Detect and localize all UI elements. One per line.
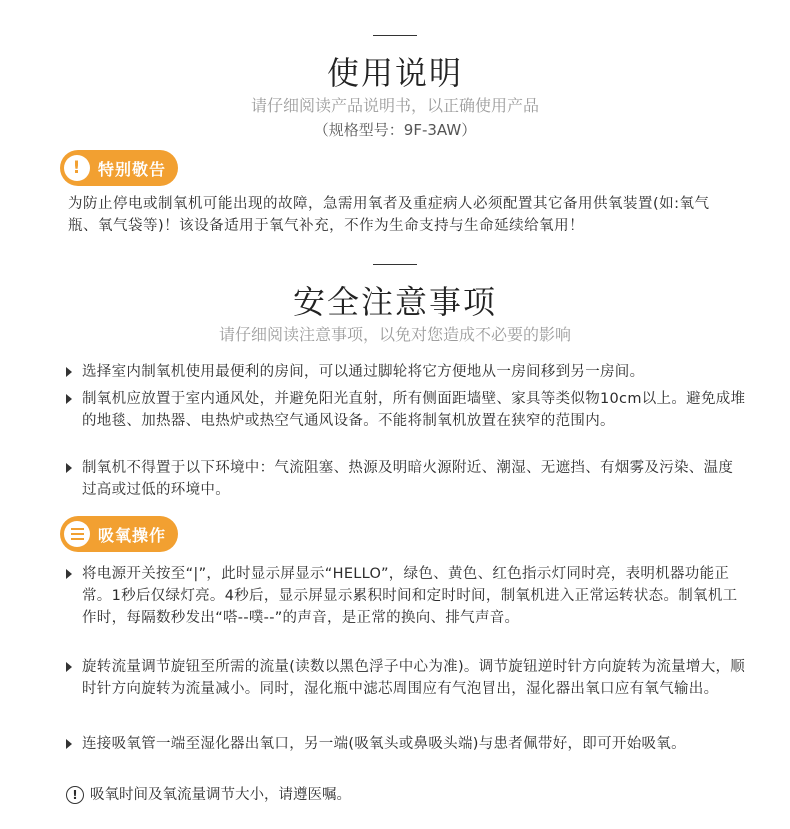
exclamation-circle-icon: ! <box>64 155 90 181</box>
operation-item-text: 旋转流量调节旋钮至所需的流量(读数以黑色浮子中心为准)。调节旋钮逆时针方向旋转为流量增大，顺时针方向旋转为流量减小。同时，湿化瓶中滤芯周围应有气泡冒出，湿化器出氧口应有氧气输出。 <box>82 659 746 697</box>
usage-subtitle: 请仔细阅读产品说明书，以正确使用产品 <box>250 96 539 115</box>
safety-item <box>66 388 746 432</box>
warning-text: 为防止停电或制氧机可能出现的故障，急需用氧者及重症病人必须配置其它备用供氧装置(如:氧气瓶、氧气袋等)！该设备适用于氧气补充，不作为生命支持与生命延续给氧用！ <box>68 196 710 234</box>
operation-item <box>66 563 746 629</box>
operation-item <box>66 733 746 755</box>
warning-badge <box>60 150 178 186</box>
bullet-arrow-icon <box>66 739 72 749</box>
bullet-arrow-icon <box>66 394 72 404</box>
top-divider <box>373 35 417 36</box>
safety-item-text: 选择室内制氧机使用最便利的房间，可以通过脚轮将它方便地从一房间移到另一房间。 <box>82 364 645 380</box>
bullet-arrow-icon <box>66 367 72 377</box>
warning-badge-label: 特别敬告 <box>98 159 167 179</box>
operation-item-text: 将电源开关按至“|”，此时显示屏显示“HELLO”，绿色、黄色、红色指示灯同时亮，表明机器功能正常。1秒后仅绿灯亮。4秒后，显示屏显示累积时间和定时时间，制氧机进入正常运转状态。制氧机工作时，每隔数秒发出“嗒--噗--”的声音，是正常的换向、排气声音。 <box>82 566 738 626</box>
safety-item-text: 制氧机应放置于室内通风处，并避免阳光直射，所有侧面距墙壁、家具等类似物10cm以上。避免成堆的地毯、加热器、电热炉或热空气通风设备。不能将制氧机放置在狭窄的范围内。 <box>82 391 746 429</box>
list-icon <box>64 521 90 547</box>
bullet-arrow-icon <box>66 662 72 672</box>
exclamation-circle-icon: ! <box>66 786 84 804</box>
usage-title: 使用说明 <box>326 54 463 92</box>
safety-divider <box>373 264 417 265</box>
safety-item <box>66 361 746 383</box>
model-number: （规格型号：9F-3AW） <box>313 121 477 139</box>
safety-subtitle: 请仔细阅读注意事项，以免对您造成不必要的影响 <box>218 325 571 344</box>
safety-item-text: 制氧机不得置于以下环境中：气流阻塞、热源及明暗火源附近、潮湿、无遮挡、有烟雾及污染、温度过高或过低的环境中。 <box>82 460 734 498</box>
operation-badge <box>60 516 178 552</box>
doctor-note <box>66 784 351 806</box>
doctor-note-text: 吸氧时间及氧流量调节大小，请遵医嘱。 <box>90 787 351 803</box>
safety-item <box>66 457 746 501</box>
bullet-arrow-icon <box>66 569 72 579</box>
operation-badge-label: 吸氧操作 <box>98 525 167 545</box>
operation-item <box>66 656 746 700</box>
safety-title: 安全注意事项 <box>292 283 497 321</box>
operation-item-text: 连接吸氧管一端至湿化器出氧口，另一端(吸氧头或鼻吸头端)与患者佩带好，即可开始吸氧。 <box>82 736 686 752</box>
bullet-arrow-icon <box>66 463 72 473</box>
